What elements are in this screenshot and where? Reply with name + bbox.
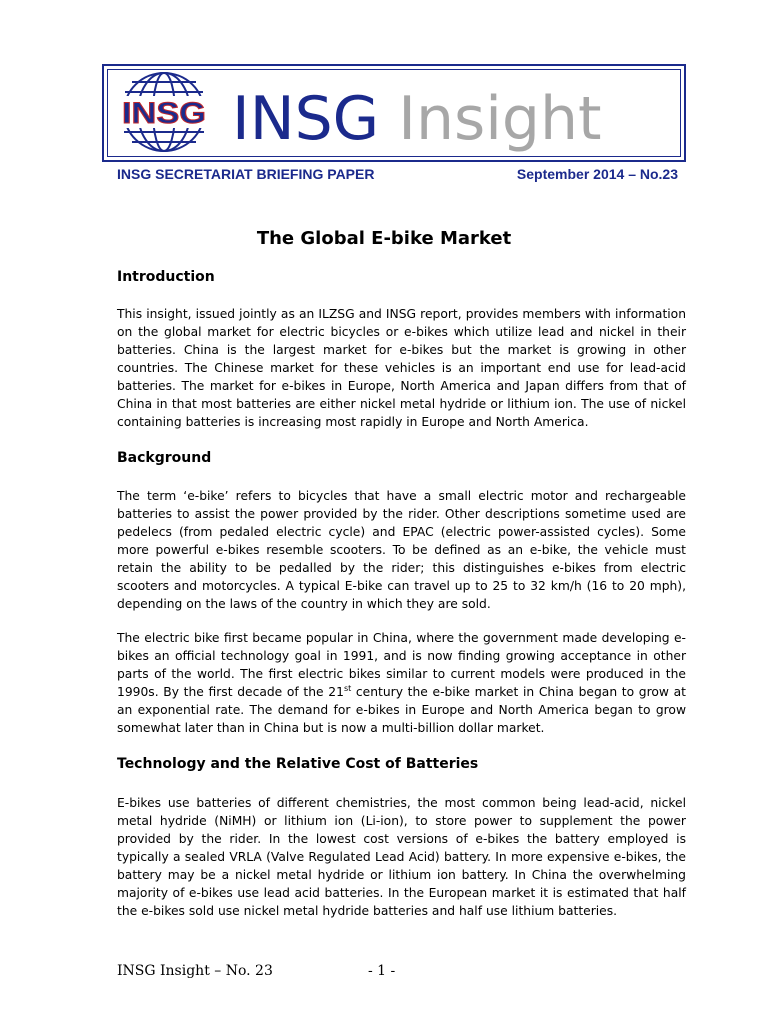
document-title: The Global E-bike Market <box>256 228 512 249</box>
background-p2-text-a: The electric bike first became popular in China, where the government made developing e-bikes an official technology goal in 1991, and is now finding growing acceptance in other parts of the world. The first electric bikes similar to current models were produced in the 1990s. By the first decade of the 21 <box>117 631 686 699</box>
logo-text: INSG <box>122 97 206 130</box>
brand-primary: INSG <box>232 84 380 154</box>
page-number: - 1 - <box>368 963 396 979</box>
background-p2-text-b: century the e-bike market in China began to grow at an exponential rate. The demand for e-bikes in Europe and North America began to grow somewhat later than in China but is now a multi-billion dollar market. <box>117 685 686 735</box>
brand-secondary: Insight <box>398 84 602 154</box>
briefing-label: INSG SECRETARIAT BRIEFING PAPER <box>117 166 375 182</box>
technology-paragraph: E-bikes use batteries of different chemistries, the most common being lead-acid, nickel metal hydride (NiMH) or lithium ion (Li-ion), to store power to supplement the power provided by the rider. In the lowest cost versions of e-bikes the battery employed is typically a sealed VRLA (Valve Regulated Lead Acid) battery. In more expensive e-bikes, the battery may be a nickel metal hydride or lithium ion battery. In China the overwhelming majority of e-bikes use lead acid batteries. In the European market it is estimated that half the e-bikes sold use nickel metal hydride batteries and half use lithium batteries. <box>117 796 686 918</box>
background-paragraph-2 <box>117 629 686 737</box>
footer-issue: INSG Insight – No. 23 <box>117 963 273 979</box>
masthead-title <box>232 86 602 152</box>
introduction-paragraph: This insight, issued jointly as an ILZSG and INSG report, provides members with information on the global market for electric bicycles or e-bikes which utilize lead and nickel in their batteries. China is the largest market for e-bikes but the market is growing in other countries. The Chinese market for these vehicles is an important end use for lead-acid batteries. The market for e-bikes in Europe, North America and Japan differs from that of China in that most batteries are either nickel metal hydride or lithium ion. The use of nickel containing batteries is increasing most rapidly in Europe and North America. <box>117 307 686 429</box>
heading-background: Background <box>117 450 212 466</box>
heading-introduction: Introduction <box>117 269 215 285</box>
heading-technology: Technology and the Relative Cost of Batteries <box>117 756 479 772</box>
background-paragraph-1: The term ‘e-bike’ refers to bicycles that have a small electric motor and rechargeable batteries to assist the power provided by the rider. Other descriptions sometime used are pedelecs (from pedaled electric cycle) and EPAC (electric power-assisted cycles). Some more powerful e-bikes resemble scooters. To be defined as an e-bike, the vehicle must retain the ability to be pedalled by the rider; this distinguishes e-bikes from electric scooters and motorcycles. A typical E-bike can travel up to 25 to 32 km/h (16 to 20 mph), depending on the laws of the country in which they are sold. <box>117 489 686 611</box>
insg-globe-logo <box>116 70 212 154</box>
superscript-st: st <box>343 683 352 693</box>
issue-label: September 2014 – No.23 <box>516 166 678 182</box>
